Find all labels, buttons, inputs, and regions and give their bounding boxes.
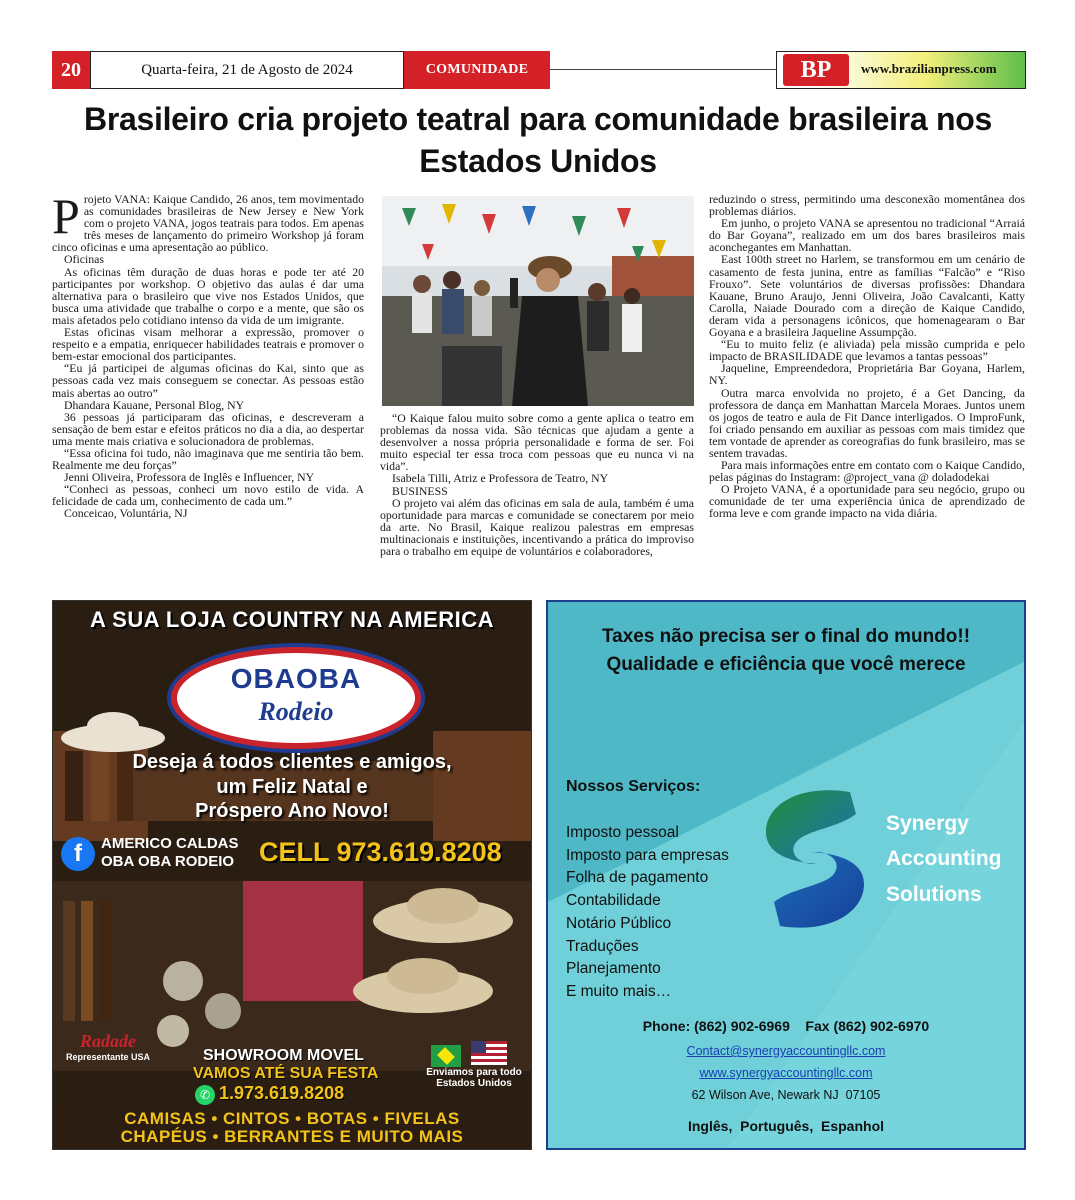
languages: Inglês, Português, Espanhol bbox=[687, 1118, 885, 1134]
quote-attribution: Jaqueline, Empreendedora, Proprietária Bar Goyana, Harlem, NY. bbox=[709, 361, 1025, 388]
cell-phone[interactable]: CELL 973.619.8208 bbox=[259, 837, 502, 867]
party-label: VAMOS ATÉ SUA FESTA bbox=[193, 1065, 379, 1082]
quote-attribution: Conceicao, Voluntária, NJ bbox=[64, 506, 188, 521]
services-title: Nossos Serviços: bbox=[566, 778, 701, 795]
facebook-icon[interactable]: f bbox=[61, 837, 95, 871]
synergy-brand-line-2: Accounting bbox=[886, 847, 1002, 870]
shipping-note: Enviamos para todo Estados Unidos bbox=[426, 1067, 522, 1089]
services-list bbox=[566, 822, 729, 1004]
phone-fax[interactable]: Phone: (862) 902-6969 Fax (862) 902-6970 bbox=[642, 1018, 930, 1034]
quote: “Eu to muito feliz (e aliviada) pela missão cumprida e pelo impacto de BRASILIDADE que levamos a tantas pessoas” bbox=[709, 337, 1025, 364]
section-label: COMUNIDADE bbox=[404, 51, 550, 89]
article-column-1 bbox=[52, 188, 364, 521]
header-rule bbox=[550, 69, 776, 70]
whatsapp-number[interactable]: 1.973.619.8208 bbox=[219, 1083, 345, 1103]
paragraph: Outra marca envolvida no projeto, é a Get Dancing, da professora de dança em Manhattan Marcela Moraes. Juntos unem os jogos de teatro e aula de Fit Dance interligados. O ImproFunk, foi criado pensando em auxiliar as pessoas com mais timidez que tem vontade de aprender as coreografias do funk brasileiro, mas se sentem travadas. bbox=[709, 385, 1025, 460]
paragraph: reduzindo o stress, permitindo uma desconexão momentânea dos problemas diários. bbox=[709, 192, 1025, 219]
synergy-brand-line-3: Solutions bbox=[886, 883, 982, 906]
whatsapp-icon[interactable]: ✆ bbox=[195, 1085, 215, 1105]
service-item: Imposto para empresas bbox=[566, 846, 729, 864]
service-item: Notário Público bbox=[566, 914, 672, 932]
article-headline: Brasileiro cria projeto teatral para comunidade brasileira nos Estados Unidos bbox=[84, 101, 992, 179]
service-item: Folha de pagamento bbox=[566, 869, 709, 887]
crouching-person bbox=[442, 346, 502, 406]
paragraph: As oficinas têm duração de duas horas e pode ter até 20 participantes por workshop. O objetivo das aulas é dar uma alternativa para o brasileiro que vive nos Estados Unidos, que busca uma atividade que trabalhe o corpo e a mente, que são os mais afetados pelo cotidiano intenso da vida de um imigrante. bbox=[52, 264, 364, 327]
quote-attribution: Jenni Oliveira, Professora de Inglês e Influencer, NY bbox=[64, 470, 315, 485]
subhead: Oficinas bbox=[64, 252, 104, 267]
paragraph: East 100th street no Harlem, se transformou em um cenário de casamento de festa junina, entre as famílias “Falcão” e “Riso Frouxo”. Sete voluntários de diversas profissões: Dhandara Kauane, Bruno Araujo, Jenni Oliveira, João Cavalcanti, Katty Carolla, Naiade Dourado com a direção de Kaique Candido, deram vida a personagens icônicos, que homenagearam o Bar Goyana e a brasileira Jaqueline Assumpção. bbox=[709, 252, 1025, 340]
service-item: Traduções bbox=[566, 937, 639, 955]
drop-cap: P bbox=[52, 188, 80, 244]
web-link[interactable]: www.synergyaccountingllc.com bbox=[699, 1066, 873, 1080]
service-item: Imposto pessoal bbox=[566, 824, 679, 841]
paragraph: O Projeto VANA, é a oportunidade para seu negócio, grupo ou comunidade de ter uma experiência única de aprendizado de forma leve e com grande impacto na vida diária. bbox=[709, 482, 1025, 521]
obaoba-brand: OBAOBA bbox=[230, 663, 362, 694]
greeting-line-2: um Feliz Natal e bbox=[216, 776, 368, 798]
greeting-line-3: Próspero Ano Novo! bbox=[195, 800, 389, 822]
quote: “O Kaique falou muito sobre como a gente aplica o teatro em problemas da nossa vida. São técnicas que ajudam a gente a desenvolver a nossa própria personalidade e forma de ser. Foi muito especial ter essa troca com pessoas que eu nunca vi na vida”. bbox=[380, 411, 694, 474]
radade-logo bbox=[63, 1031, 153, 1062]
products-line-1: CAMISAS • CINTOS • BOTAS • FIVELAS bbox=[124, 1109, 460, 1128]
article-column-2 bbox=[380, 412, 694, 557]
brazilian-press-logo-box bbox=[776, 51, 1026, 89]
greeting-line-1: Deseja á todos clientes e amigos, bbox=[132, 751, 452, 773]
paragraph: Em junho, o projeto VANA se apresentou no tradicional “Arraiá do Bar Goyana”, realizado em um dos bares brasileiros mais aconchegantes em Manhattan. bbox=[709, 216, 1025, 255]
page-header bbox=[52, 51, 1024, 89]
page-number: 20 bbox=[52, 51, 90, 89]
paragraph: rojeto VANA: Kaique Candido, 26 anos, tem movimentado as comunidades brasileiras de New Jersey e New York com o projeto VANA, jogos teatrais para todos. Em apenas três meses de lançamento do primeiro Workshop já foram cinco oficinas e uma apresentação ao público. bbox=[52, 192, 364, 255]
address: 62 Wilson Ave, Newark NJ 07105 bbox=[691, 1088, 881, 1102]
service-item: Contabilidade bbox=[566, 892, 661, 910]
paragraph: 36 pessoas já participaram das oficinas, e descreveram a sensação de bem estar e efeitos práticos no dia a dia, ao despertar uma mente mais criativa e solucionadora de problemas. bbox=[52, 409, 364, 448]
synergy-brand-line-1: Synergy bbox=[886, 812, 969, 835]
contact-name: AMERICO CALDAS bbox=[101, 835, 239, 852]
contact-store: OBA OBA RODEIO bbox=[101, 853, 235, 870]
obaoba-logo-oval bbox=[171, 647, 421, 749]
pink-shirts bbox=[243, 881, 363, 1001]
rodeio-brand: Rodeio bbox=[258, 697, 334, 726]
email-link[interactable]: Contact@synergyaccountingllc.com bbox=[686, 1044, 886, 1058]
synergy-s-logo-icon bbox=[760, 784, 870, 934]
belts bbox=[63, 901, 111, 1021]
article-column-3 bbox=[709, 193, 1025, 520]
article-photo bbox=[382, 196, 694, 406]
subhead: BUSINESS bbox=[392, 483, 448, 498]
service-item: Planejamento bbox=[566, 960, 661, 978]
service-item: E muito mais… bbox=[566, 982, 672, 1000]
products-line-2: CHAPÉUS • BERRANTES E MUITO MAIS bbox=[120, 1127, 464, 1146]
quote-attribution: Isabela Tilli, Atriz e Professora de Teatro, NY bbox=[392, 471, 609, 486]
brazil-flag-icon bbox=[431, 1045, 461, 1067]
tagline-1: Taxes não precisa ser o final do mundo!! bbox=[601, 626, 971, 647]
synergy-accounting-ad[interactable] bbox=[546, 600, 1026, 1150]
performance-photo-illustration bbox=[382, 196, 694, 406]
tagline-2: Qualidade e eficiência que você merece bbox=[606, 654, 966, 675]
usa-flag-icon bbox=[471, 1041, 507, 1065]
quote: “Essa oficina foi tudo, não imaginava que me sentiria tão bem. Realmente me deu forças” bbox=[52, 445, 364, 473]
paragraph: Estas oficinas visam melhorar a expressão, promover o respeito e a empatia, enriquecer habilidades teatrais e promover o bem-estar emocional dos participantes. bbox=[52, 325, 364, 364]
paragraph: O projeto vai além das oficinas em sala de aula, também é uma oportunidade para marcas e comunidade se conectarem por meio da arte. No Brasil, Kaique realizou palestras em empresas multinacionais e instituições, incentivando a prática do improviso para o trabalho em equipe de voluntários e colaboradores, bbox=[380, 495, 694, 559]
obaoba-rodeio-ad[interactable] bbox=[52, 600, 532, 1150]
bp-logo: BP bbox=[783, 54, 849, 86]
ad-top-banner: A SUA LOJA COUNTRY NA AMERICA bbox=[90, 607, 494, 632]
issue-date: Quarta-feira, 21 de Agosto de 2024 bbox=[90, 51, 404, 89]
quote: “Eu já participei de algumas oficinas do Kai, sinto que as pessoas cada vez mais conseguem se conectar. As pessoas estão mais abertas ao outro” bbox=[52, 361, 364, 400]
showroom-label: SHOWROOM MOVEL bbox=[203, 1047, 364, 1064]
paragraph: Para mais informações entre em contato com o Kaique Candido, pelas páginas do Instagram: @project_vana @ doladodekai bbox=[709, 458, 1026, 485]
quote: “Conheci as pessoas, conheci um novo estilo de vida. A felicidade de cada um, conhecimento de cada um.” bbox=[52, 482, 364, 509]
radade-brand: Radade bbox=[80, 1031, 136, 1051]
quote-attribution: Dhandara Kauane, Personal Blog, NY bbox=[64, 397, 245, 412]
website-link[interactable]: www.brazilianpress.com bbox=[861, 61, 997, 76]
radade-subtitle: Representante USA bbox=[65, 1052, 151, 1062]
